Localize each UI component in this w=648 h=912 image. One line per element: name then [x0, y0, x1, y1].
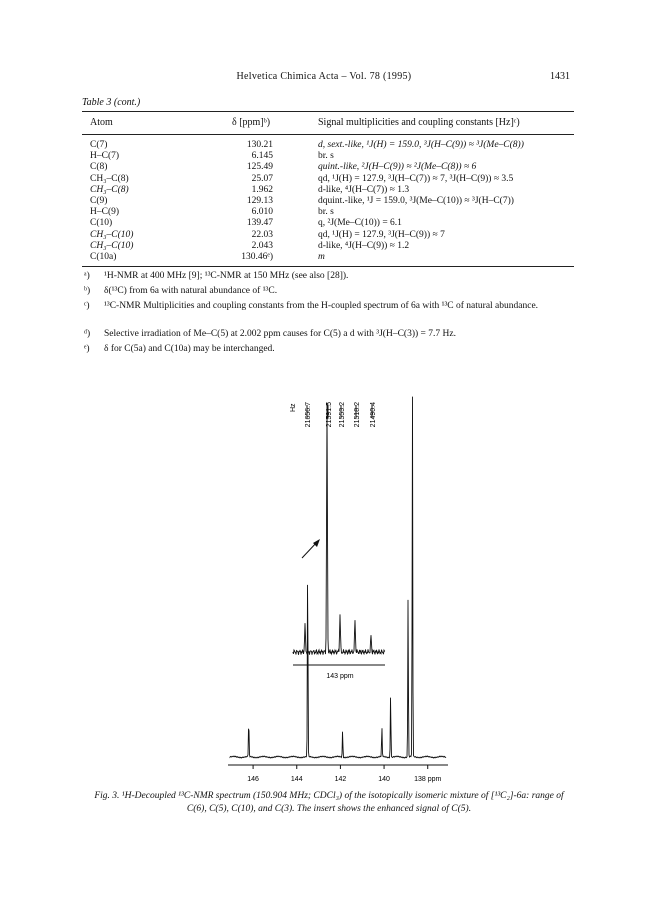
atom-cell: C(8): [90, 162, 108, 173]
insert-spectrum-trace: [293, 403, 385, 655]
signal-cell: d-like, ⁴J(H–C(7)) ≈ 1.3: [318, 184, 410, 195]
atom-cell: CH₃–C(10): [90, 240, 134, 251]
delta-cell: 130.21: [246, 140, 273, 150]
atom-cell: C(7): [90, 140, 108, 150]
atom-cell: C(10a): [90, 251, 117, 262]
atom-cell: CH₃–C(8): [90, 173, 129, 184]
footnote-text: δ for C(5a) and C(10a) may be interchanged.: [104, 344, 275, 354]
peak-frequency-label: 21553.2: [339, 402, 346, 428]
table-caption: Table 3 (cont.): [82, 97, 141, 108]
signal-cell: qd, ¹J(H) = 127.9, ³J(H–C(7)) ≈ 7, ³J(H–C(9)) ≈ 3.5: [318, 173, 514, 184]
footnote-text: Selective irradiation of Me–C(5) at 2.002 ppm causes for C(5) a d with ³J(H–C(3)) = 7.7 Hz.: [104, 329, 456, 339]
atom-cell: H–C(9): [90, 207, 120, 218]
footnote-key: ᵈ): [84, 329, 91, 339]
x-tick-label: 138 ppm: [414, 776, 442, 783]
main-spectrum-trace: [230, 397, 446, 758]
signal-cell: br. s: [318, 151, 334, 162]
peak-frequency-label: 21518.2: [354, 402, 361, 428]
signal-cell: dquint.-like, ¹J = 159.0, ³J(Me–C(10)) ≈ ³J(H–C(7)): [318, 195, 514, 206]
footnote-key: ᵉ): [84, 344, 90, 354]
delta-cell: 6.145: [251, 151, 273, 162]
delta-cell: 2.043: [251, 240, 273, 251]
column-header-signal: Signal multiplicities and coupling constants [Hz]ᶜ): [318, 117, 520, 128]
x-tick-label: 146: [247, 776, 259, 783]
atom-cell: CH₃–C(8): [90, 184, 129, 195]
peak-frequency-label: 21656.7: [305, 402, 312, 428]
peak-frequency-label: 21591.5: [326, 402, 333, 428]
footnote-text: ¹³C-NMR Multiplicities and coupling constants from the H-coupled spectrum of 6a with ¹³C of natural abundance.: [104, 301, 539, 311]
delta-cell: 22.03: [251, 229, 273, 240]
x-tick-label: 144: [290, 776, 303, 783]
column-header-delta: δ [ppm]ᵇ): [232, 117, 271, 128]
signal-cell: d, sext.-like, ¹J(H) = 159.0, ³J(H–C(9)) ≈ ³J(Me–C(8)): [318, 140, 524, 150]
delta-cell: 125.49: [246, 162, 273, 173]
footnote-text: ¹H-NMR at 400 MHz [9]; ¹³C-NMR at 150 MHz (see also [28]).: [104, 271, 349, 281]
signal-cell: q, ²J(Me–C(10)) = 6.1: [318, 218, 402, 229]
delta-cell: 1.962: [251, 184, 273, 195]
delta-cell: 139.47: [246, 218, 273, 229]
signal-cell: m: [318, 251, 325, 262]
delta-cell: 130.46ᵉ): [241, 251, 273, 262]
signal-cell: quint.-like, ²J(H–C(9)) ≈ ²J(Me–C(8)) ≈ 6: [318, 162, 477, 173]
signal-cell: d-like, ⁴J(H–C(9)) ≈ 1.2: [318, 240, 410, 251]
atom-cell: C(10): [90, 218, 113, 229]
signal-cell: br. s: [318, 207, 334, 218]
page-number: 1431: [550, 71, 570, 82]
footnote-key: ᵃ): [84, 271, 90, 281]
atom-cell: H–C(7): [90, 151, 120, 162]
signal-cell: qd, ¹J(H) = 127.9, ³J(H–C(9)) ≈ 7: [318, 229, 445, 240]
peak-frequency-label: 21490.4: [370, 402, 377, 428]
insert-axis-label: 143 ppm: [326, 673, 354, 680]
delta-cell: 6.010: [251, 207, 273, 218]
delta-cell: 129.13: [246, 195, 273, 206]
atom-cell: CH₃–C(10): [90, 229, 134, 240]
delta-cell: 25.07: [251, 173, 273, 184]
footnote-key: ᶜ): [84, 301, 90, 311]
column-header-atom: Atom: [90, 117, 113, 128]
footnote-text: δ(¹³C) from 6a with natural abundance of ¹³C.: [104, 286, 278, 296]
journal-title: Helvetica Chimica Acta – Vol. 78 (1995): [236, 71, 412, 82]
footnote-key: ᵇ): [84, 286, 91, 296]
x-tick-label: 140: [378, 776, 390, 783]
figure-caption: Fig. 3. ¹H-Decoupled ¹³C-NMR spectrum (150.904 MHz; CDCl₃) of the isotopically isomeric mixture of [¹³C₂]-6a: range of C(6), C(5), C(10), and C(3). The insert shows the enhanced signal of C(5).: [94, 791, 564, 814]
hz-unit-label: Hz: [290, 403, 297, 412]
atom-cell: C(9): [90, 195, 108, 206]
x-tick-label: 142: [334, 776, 347, 783]
